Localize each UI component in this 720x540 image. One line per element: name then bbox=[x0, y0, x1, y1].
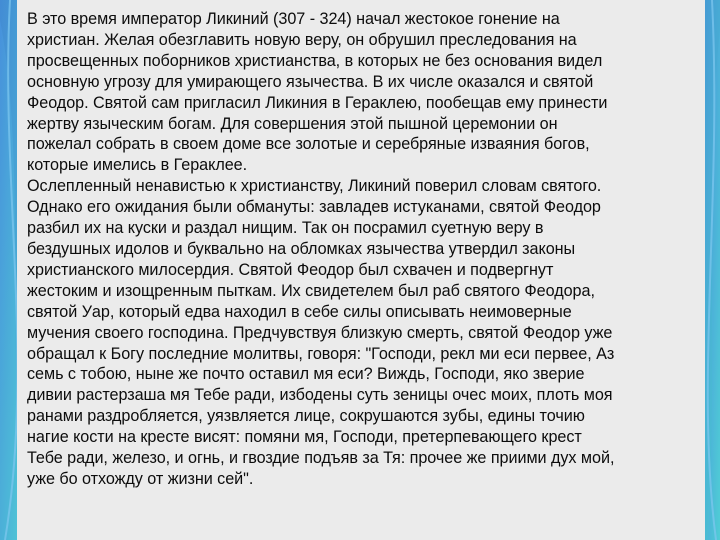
text-content-box bbox=[17, 0, 705, 540]
paragraph-2: Ослепленный ненавистью к христианству, Ликиний поверил словам святого. Однако его ожидания были обмануты: завладев истуканами, святой Феодор разбил их на куски и раздал нищим. Так он посрамил суетную веру в бездушных идолов и буквально на обломках язычества утвердил законы христианского милосердия. Святой Феодор был схвачен и подвергнут жестоким и изощренным пыткам. Их свидетелем был раб святого Феодора, святой Уар, который едва находил в себе силы описывать неимоверные мучения своего господина. Предчувствуя близкую смерть, святой Феодор уже обращал к Богу последние молитвы, говоря: "Господи, рекл ми еси первее, Аз семь с тобою, ныне же почто оставил мя еси? Виждь, Господи, яко зверие дивии растерзаша мя Тебе ради, избодены суть зеницы очес моих, плоть моя ранами раздробляется, уязвляется лице, сокрушаются зубы, едины точию нагие кости на кресте висят: помяни мя, Господи, претерпевающего крест Тебе ради, железо, и огнь, и гвоздие подъяв за Тя: прочее же приими дух мой, уже бо отхожду от жизни сей". bbox=[27, 177, 615, 488]
paragraph-1: В это время император Ликиний (307 - 324) начал жестокое гонение на христиан. Желая обезглавить новую веру, он обрушил преследования на просвещенных поборников христианства, в которых не без основания видел основную угрозу для умирающего язычества. В их числе оказался и святой Феодор. Святой сам пригласил Ликиния в Гераклею, пообещав ему принести жертву языческим богам. Для совершения этой пышной церемонии он пожелал собрать в своем доме все золотые и серебряные изваяния богов, которые имелись в Гераклее. bbox=[27, 10, 608, 175]
